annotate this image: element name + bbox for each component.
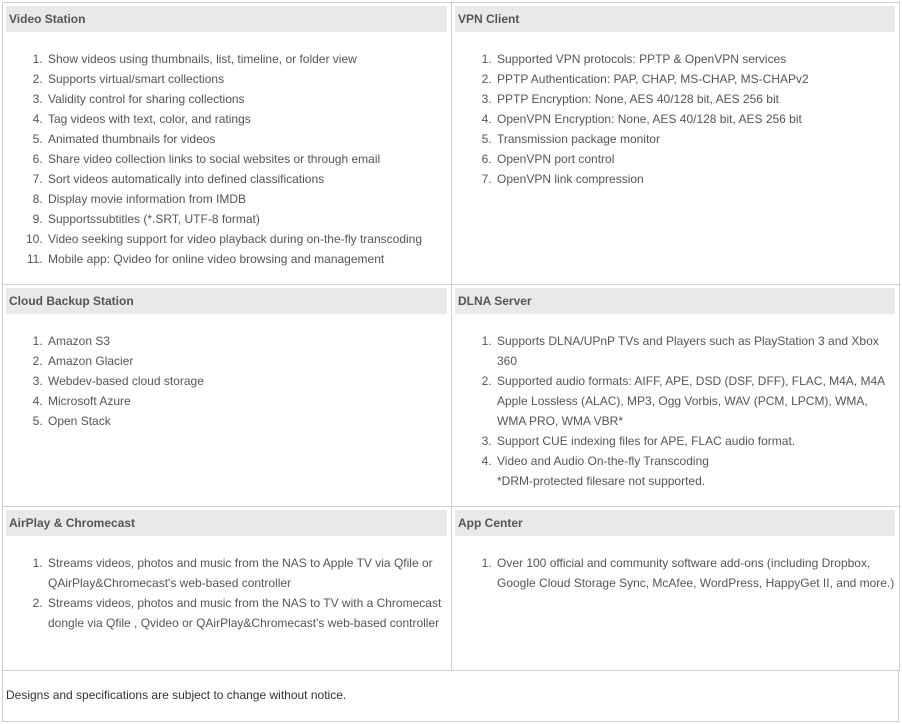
feature-text: OpenVPN port control (497, 152, 615, 166)
feature-text: Mobile app: Qvideo for online video browsing and management (48, 252, 385, 266)
feature-item (495, 69, 895, 89)
feature-text: Show videos using thumbnails, list, timeline, or folder view (48, 52, 357, 66)
feature-text: Microsoft Azure (48, 394, 131, 408)
feature-list (455, 49, 895, 189)
feature-item (46, 169, 447, 189)
section-cloud-backup-station (3, 285, 452, 507)
feature-item (46, 351, 447, 371)
feature-text: PPTP Authentication: PAP, CHAP, MS-CHAP, MS-CHAPv2 (497, 72, 809, 86)
feature-text: Animated thumbnails for videos (48, 132, 216, 146)
feature-item (495, 109, 895, 129)
section-title: DLNA Server (455, 288, 895, 314)
section-video-station (3, 3, 452, 285)
section-airplay-chromecast (3, 507, 452, 671)
feature-item (46, 109, 447, 129)
feature-text: Amazon S3 (48, 334, 111, 348)
feature-list (455, 331, 895, 491)
feature-text: Supports DLNA/UPnP TVs and Players such as PlayStation 3 and Xbox 360 (497, 334, 879, 368)
feature-item (46, 229, 447, 249)
feature-text: Amazon Glacier (48, 354, 134, 368)
feature-text: Supports virtual/smart collections (48, 72, 225, 86)
feature-item (495, 371, 895, 431)
feature-item (46, 371, 447, 391)
feature-item (46, 249, 447, 269)
spec-table (2, 2, 900, 671)
section-title: App Center (455, 510, 895, 536)
spec-row (3, 3, 900, 285)
feature-list (455, 553, 895, 593)
feature-text: Over 100 official and community software add-ons (including Dropbox, Google Cloud Storage Sync, McAfee, WordPress, HappyGet II, and more.) (497, 556, 895, 590)
section-title: Cloud Backup Station (6, 288, 447, 314)
feature-text: Video and Audio On-the-fly Transcoding (497, 454, 709, 468)
feature-item (495, 149, 895, 169)
feature-item (495, 553, 895, 593)
section-vpn-client (452, 3, 900, 285)
feature-item (495, 129, 895, 149)
feature-text: OpenVPN Encryption: None, AES 40/128 bit, AES 256 bit (497, 112, 802, 126)
feature-item (495, 451, 895, 491)
feature-item (46, 189, 447, 209)
feature-text: Supportssubtitles (*.SRT, UTF-8 format) (48, 212, 260, 226)
feature-item (46, 69, 447, 89)
feature-item (46, 331, 447, 351)
spec-row (3, 507, 900, 671)
feature-text: Validity control for sharing collections (48, 92, 245, 106)
feature-item (495, 89, 895, 109)
feature-item (46, 391, 447, 411)
disclaimer-text: Designs and specifications are subject to change without notice. (2, 670, 899, 722)
feature-text: Supported audio formats: AIFF, APE, DSD (DSF, DFF), FLAC, M4A, M4A Apple Lossless (ALAC), MP3, Ogg Vorbis, WAV (PCM, LPCM), WMA, WMA PRO, WMA VBR* (497, 374, 885, 428)
feature-text: Sort videos automatically into defined classifications (48, 172, 325, 186)
feature-item (46, 129, 447, 149)
feature-item (46, 593, 447, 633)
feature-item (495, 49, 895, 69)
feature-item (46, 89, 447, 109)
feature-list (6, 331, 447, 431)
feature-item (46, 411, 447, 431)
feature-text: Support CUE indexing files for APE, FLAC audio format. (497, 434, 796, 448)
feature-text: Share video collection links to social websites or through email (48, 152, 381, 166)
feature-text: Video seeking support for video playback during on-the-fly transcoding (48, 232, 423, 246)
feature-list (6, 553, 447, 633)
feature-text: Supported VPN protocols: PPTP & OpenVPN services (497, 52, 787, 66)
feature-text: Webdev-based cloud storage (48, 374, 204, 388)
feature-item (46, 553, 447, 593)
feature-item (495, 331, 895, 371)
feature-text: Streams videos, photos and music from the NAS to Apple TV via Qfile or QAirPlay&Chromecast's web-based controller (48, 556, 433, 590)
feature-item (495, 169, 895, 189)
feature-list (6, 49, 447, 269)
feature-text: Streams videos, photos and music from the NAS to TV with a Chromecast dongle via Qfile , Qvideo or QAirPlay&Chromecast's web-based controller (48, 596, 442, 630)
spec-row (3, 285, 900, 507)
feature-item (46, 49, 447, 69)
feature-text: Open Stack (48, 414, 111, 428)
footnote-text: *DRM-protected filesare not supported. (497, 474, 706, 488)
feature-item (46, 149, 447, 169)
section-app-center (452, 507, 900, 671)
feature-item (495, 431, 895, 451)
feature-text: Display movie information from IMDB (48, 192, 247, 206)
section-title: AirPlay & Chromecast (6, 510, 447, 536)
section-dlna-server (452, 285, 900, 507)
feature-item (46, 209, 447, 229)
feature-text: Tag videos with text, color, and ratings (48, 112, 251, 126)
feature-text: OpenVPN link compression (497, 172, 644, 186)
section-title: Video Station (6, 6, 447, 32)
section-title: VPN Client (455, 6, 895, 32)
feature-text: Transmission package monitor (497, 132, 660, 146)
feature-text: PPTP Encryption: None, AES 40/128 bit, AES 256 bit (497, 92, 779, 106)
